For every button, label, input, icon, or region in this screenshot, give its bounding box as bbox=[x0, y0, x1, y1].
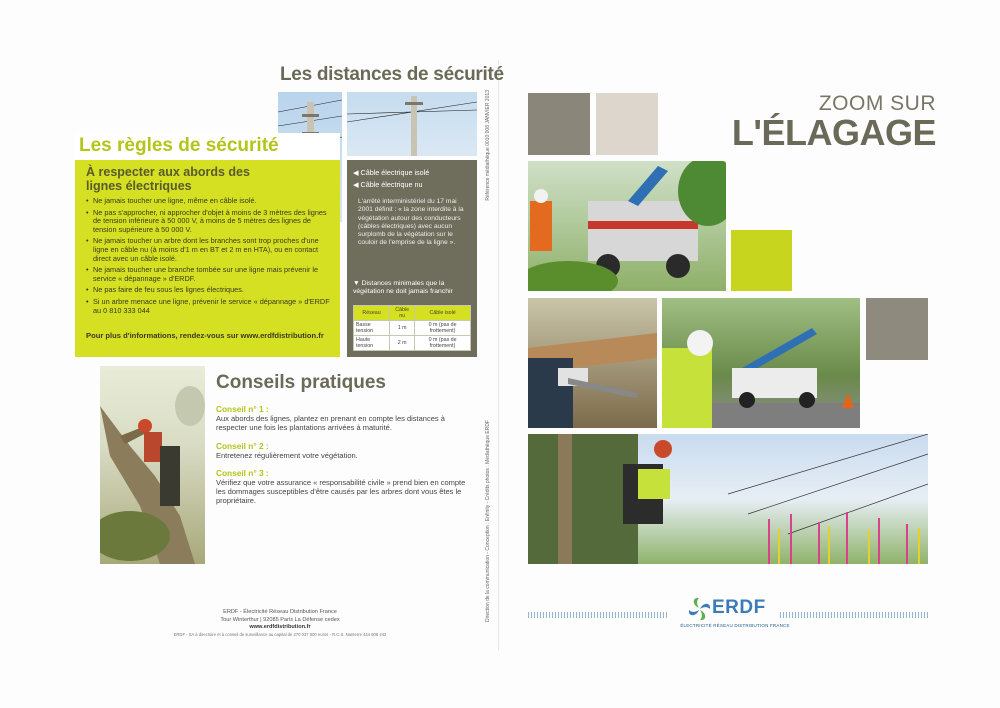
cable-isole-label: ◀ Câble électrique isolé bbox=[353, 168, 430, 177]
footer-url[interactable]: www.erdfdistribution.fr bbox=[249, 624, 311, 631]
footer-line: ERDF - Électricité Réseau Distribution France bbox=[223, 609, 337, 615]
cover-title: L'ÉLAGAGE bbox=[731, 112, 936, 153]
decorative-stripe-left bbox=[528, 612, 668, 618]
chainsaw-photo bbox=[528, 298, 657, 428]
cable-info-panel bbox=[347, 160, 477, 357]
erdf-wordmark: ERDF bbox=[712, 597, 766, 618]
conseil-1 bbox=[216, 404, 476, 432]
footer-address bbox=[165, 609, 395, 632]
rule-item: • Ne jamais toucher un arbre dont les branches sont trop proches d'une ligne en câble nu (à moins d'1 m en BT et 2 m en HTA), ou en contact direct avec un câble isolé. bbox=[86, 237, 336, 263]
rules-subtitle: À respecter aux abords des lignes électriques bbox=[86, 165, 250, 193]
conseil-text: Vérifiez que votre assurance « responsabilité civile » prend bien en compte les dommages susceptibles d'être causés par les arbres dont vous êtes le propriétaire. bbox=[216, 478, 466, 505]
pole-photo-2 bbox=[347, 92, 477, 156]
bucket-truck-photo bbox=[528, 161, 726, 291]
rule-item: • Ne pas s'approcher, ni approcher d'objet à moins de 3 mètres des lignes de tension inférieure à 50 000 V, à moins de 5 mètres des lignes de tension supérieure à 50 000 V. bbox=[86, 209, 336, 235]
table-header: Réseau bbox=[354, 306, 390, 321]
footer-line: Tour Winterthur | 92085 Paris La Défense cedex bbox=[220, 616, 340, 623]
table-cell: Basse tension bbox=[354, 321, 390, 336]
rules-list bbox=[86, 197, 336, 318]
zoom-heading: ZOOM SUR bbox=[818, 92, 936, 115]
conseil-text: Entretenez régulièrement votre végétation. bbox=[216, 451, 358, 460]
cable-nu-label: ◀ Câble électrique nu bbox=[353, 180, 423, 189]
vertical-reference: Référence médiathèque 0010 008 JANVIER 2013 bbox=[485, 90, 491, 201]
more-info-link[interactable]: Pour plus d'informations, rendez-vous sur www.erdfdistribution.fr bbox=[86, 331, 324, 340]
table-header: Câble nu bbox=[390, 306, 415, 321]
conseils-title: Conseils pratiques bbox=[216, 372, 386, 393]
conseil-3 bbox=[216, 468, 476, 505]
vertical-credits: Direction de la communication - Conception : Enfinity - Crédits photos : Médiathèque ERDF bbox=[485, 420, 491, 623]
conseil-text: Aux abords des lignes, plantez en prenant en compte les distances à respecter une fois les plantations arrivées à maturité. bbox=[216, 414, 445, 432]
footer-legal: ERDF - SA à directoire et à conseil de surveillance au capital de 270 037 000 euros - R.C.S. Nanterre 444 608 442 bbox=[173, 632, 387, 637]
color-square-grey bbox=[528, 93, 590, 155]
table-cell: 0 m (pas de frottement) bbox=[415, 321, 471, 336]
pruning-lines-photo bbox=[528, 434, 928, 564]
erdf-tagline: ÉLECTRICITÉ RÉSEAU DISTRIBUTION FRANCE bbox=[680, 623, 790, 628]
conseil-heading: Conseil n° 3 : bbox=[216, 468, 269, 478]
conseil-heading: Conseil n° 2 : bbox=[216, 441, 269, 451]
table-row bbox=[354, 321, 471, 336]
worker-lift-photo bbox=[662, 298, 860, 428]
page-fold bbox=[498, 60, 499, 650]
table-cell: 2 m bbox=[390, 336, 415, 351]
table-cell: 0 m (pas de frottement) bbox=[415, 336, 471, 351]
rule-item: • Si un arbre menace une ligne, prévenir le service « dépannage » d'ERDF au 0 810 333 044 bbox=[86, 298, 336, 315]
rule-item: • Ne pas faire de feu sous les lignes électriques. bbox=[86, 286, 336, 295]
rules-title: Les règles de sécurité bbox=[75, 133, 340, 161]
color-square-taupe bbox=[866, 298, 928, 360]
distances-title: Les distances de sécurité bbox=[280, 64, 504, 85]
table-cell: Haute tension bbox=[354, 336, 390, 351]
table-header: Câble isolé bbox=[415, 306, 471, 321]
conseil-2 bbox=[216, 441, 476, 460]
rule-item: • Ne jamais toucher une ligne, même en câble isolé. bbox=[86, 197, 336, 206]
color-square-beige bbox=[596, 93, 658, 155]
color-square-lime bbox=[731, 230, 792, 291]
conseil-heading: Conseil n° 1 : bbox=[216, 404, 269, 414]
table-cell: 1 m bbox=[390, 321, 415, 336]
tree-climber-photo bbox=[100, 366, 205, 564]
rule-item: • Ne jamais toucher une branche tombée sur une ligne mais prévenir le service « dépannage » d'ERDF. bbox=[86, 266, 336, 283]
arrete-quote: L'arrêté interministériel du 17 mai 2001 définit : « la zone interdite à la végétation autour des conducteurs (câbles électriques) avec aucun surplomb de la végétation sur le couloir de l'emprise de la ligne ». bbox=[358, 198, 464, 247]
decorative-stripe-right bbox=[780, 612, 928, 618]
table-row bbox=[354, 336, 471, 351]
distance-table bbox=[353, 305, 471, 351]
distances-min-label: ▼ Distances minimales que la végétation ne doit jamais franchir bbox=[353, 280, 453, 295]
